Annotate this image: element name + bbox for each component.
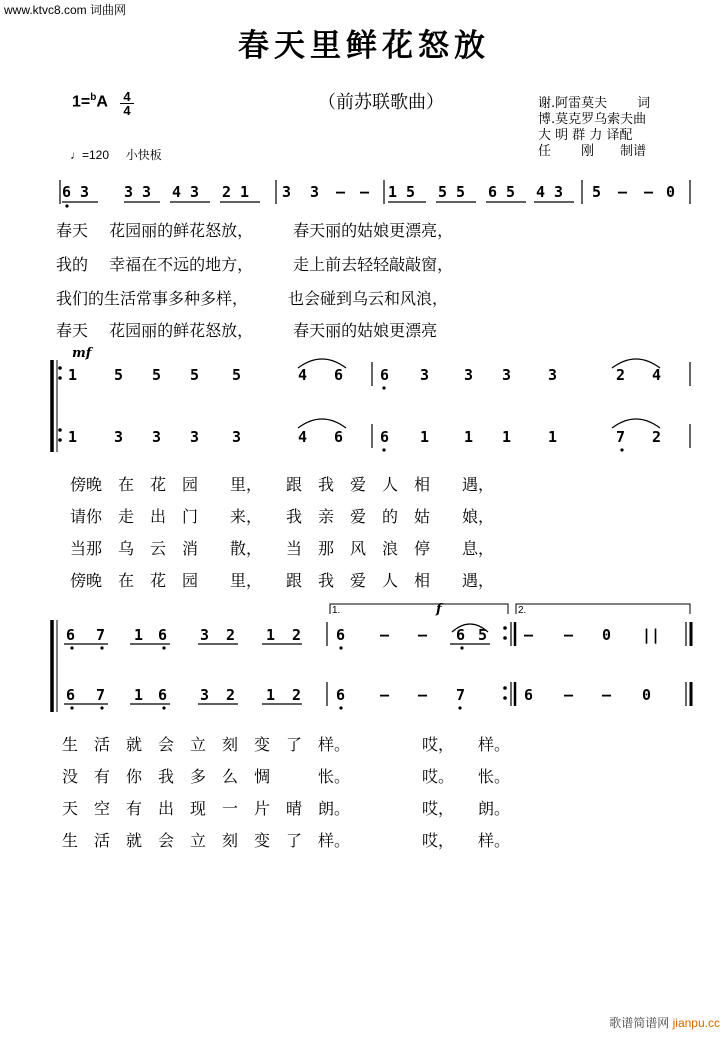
credit-transcriber: 任 刚 制谱 <box>538 144 647 159</box>
note: 4 <box>298 366 308 384</box>
volta-second: 2. <box>518 605 527 616</box>
note: 3 <box>190 428 200 446</box>
note: 6 <box>380 366 390 384</box>
note-group: 2 1 <box>222 183 250 201</box>
note: – <box>524 626 534 644</box>
note: || <box>642 626 661 644</box>
note: 6 <box>524 686 534 704</box>
key-note: A <box>96 93 108 111</box>
note: 7 <box>456 686 466 704</box>
lyric-line: 我们的生活常事多种多样， 也会碰到乌云和风浪， <box>56 289 449 308</box>
note-group: 6 3 <box>62 183 90 201</box>
lyric-line: 春天 花园丽的鲜花怒放， 春天丽的姑娘更漂亮 <box>56 321 438 340</box>
note: 1 <box>502 428 512 446</box>
note: 1 <box>68 366 78 384</box>
note: 6 <box>334 366 344 384</box>
note: 5 <box>152 366 162 384</box>
note: – <box>618 183 628 201</box>
note: – <box>644 183 654 201</box>
lyric-line: 天 空 有 出 现 一 片 晴 朗。 哎， 朗。 <box>62 799 511 818</box>
note: 6 <box>158 626 168 644</box>
note: – <box>418 626 428 644</box>
note: 1 <box>266 626 276 644</box>
note: 6 <box>380 428 390 446</box>
note: 1 <box>266 686 276 704</box>
note-group: 1 5 <box>388 183 416 201</box>
meter-top: 4 <box>123 89 131 104</box>
lyric-line: 傍晚 在 花 园 里， 跟 我 爱 人 相 遇， <box>70 571 495 590</box>
note: 5 <box>478 626 488 644</box>
note: 7 <box>616 428 626 446</box>
note: 3 <box>464 366 474 384</box>
watermark-url: jianpu.cc <box>672 1016 720 1030</box>
note: 0 <box>642 686 652 704</box>
note: 5 <box>232 366 242 384</box>
watermark <box>609 1014 720 1031</box>
note: – <box>418 686 428 704</box>
note: 5 <box>592 183 602 201</box>
lyric-line: 请你 走 出 门 来， 我 亲 爱 的 姑 娘， <box>70 507 495 526</box>
credit-translator: 大 明 群 力 译配 <box>538 128 633 143</box>
note: – <box>336 183 346 201</box>
dynamic-mf: mf <box>72 346 92 361</box>
note-group: 5 5 <box>438 183 466 201</box>
meter-bottom: 4 <box>120 103 134 117</box>
tempo-term: 小快板 <box>125 148 162 162</box>
note: 1 <box>420 428 430 446</box>
note: 6 <box>334 428 344 446</box>
lyric-line: 春天 花园丽的鲜花怒放， 春天丽的姑娘更漂亮， <box>56 221 454 240</box>
note: 2 <box>652 428 662 446</box>
note: 3 <box>200 626 210 644</box>
note: 3 <box>232 428 242 446</box>
dynamic-f: f <box>436 602 442 617</box>
note: 2 <box>292 626 302 644</box>
note: 5 <box>190 366 200 384</box>
note: 2 <box>616 366 626 384</box>
note: 6 <box>336 626 346 644</box>
lyric-line: 傍晚 在 花 园 里， 跟 我 爱 人 相 遇， <box>70 475 495 494</box>
note: – <box>564 626 574 644</box>
note: 5 <box>114 366 124 384</box>
lyric-line: 生 活 就 会 立 刻 变 了 样。 哎， 样。 <box>62 831 511 850</box>
lyric-line: 生 活 就 会 立 刻 变 了 样。 哎， 样。 <box>62 735 511 754</box>
note: 6 <box>456 626 466 644</box>
note: 1 <box>134 686 144 704</box>
note: 2 <box>226 686 236 704</box>
note: – <box>360 183 370 201</box>
lyric-line: 没 有 你 我 多 么 惆 怅。 哎。 怅。 <box>62 767 511 786</box>
note: 3 <box>152 428 162 446</box>
note: 2 <box>226 626 236 644</box>
note: – <box>380 626 390 644</box>
note-group: 3 3 <box>124 183 152 201</box>
note: 7 <box>96 686 106 704</box>
note: 2 <box>292 686 302 704</box>
note: 3 <box>114 428 124 446</box>
note: 3 <box>310 183 320 201</box>
credit-composer: 博.莫克罗乌索夫曲 <box>538 112 647 127</box>
lyric-line: 当那 乌 云 消 散， 当 那 风 浪 停 息， <box>70 539 495 558</box>
note: 6 <box>66 626 76 644</box>
song-title: 春天里鲜花怒放 <box>238 28 490 64</box>
key-prefix: 1= <box>72 93 91 111</box>
note: 6 <box>336 686 346 704</box>
note: 6 <box>66 686 76 704</box>
watermark-text: 歌谱简谱网 <box>609 1016 670 1030</box>
key-flat: b <box>90 92 97 103</box>
note: 1 <box>134 626 144 644</box>
site-header: www.ktvc8.com 词曲网 <box>4 3 127 17</box>
note: 1 <box>68 428 78 446</box>
note: 1 <box>548 428 558 446</box>
note: 4 <box>652 366 662 384</box>
tempo-value: ♩=120 <box>70 148 110 162</box>
note: 7 <box>96 626 106 644</box>
note-group: 6 5 <box>488 183 516 201</box>
credit-lyricist: 谢.阿雷莫夫 词 <box>538 96 651 111</box>
note-group: 4 3 <box>536 183 564 201</box>
note: 3 <box>502 366 512 384</box>
note: 0 <box>602 626 612 644</box>
lyric-line: 我的 幸福在不远的地方， 走上前去轻轻敲敲窗， <box>56 255 454 274</box>
note: 0 <box>666 183 676 201</box>
note: 3 <box>282 183 292 201</box>
note: 3 <box>200 686 210 704</box>
note: 3 <box>420 366 430 384</box>
note: 3 <box>548 366 558 384</box>
note: 1 <box>464 428 474 446</box>
note: 6 <box>158 686 168 704</box>
note: – <box>380 686 390 704</box>
note: – <box>564 686 574 704</box>
note-group: 4 3 <box>172 183 200 201</box>
note: 4 <box>298 428 308 446</box>
volta-first: 1. <box>332 605 341 616</box>
note: – <box>602 686 612 704</box>
song-subtitle: （前苏联歌曲） <box>318 92 444 113</box>
